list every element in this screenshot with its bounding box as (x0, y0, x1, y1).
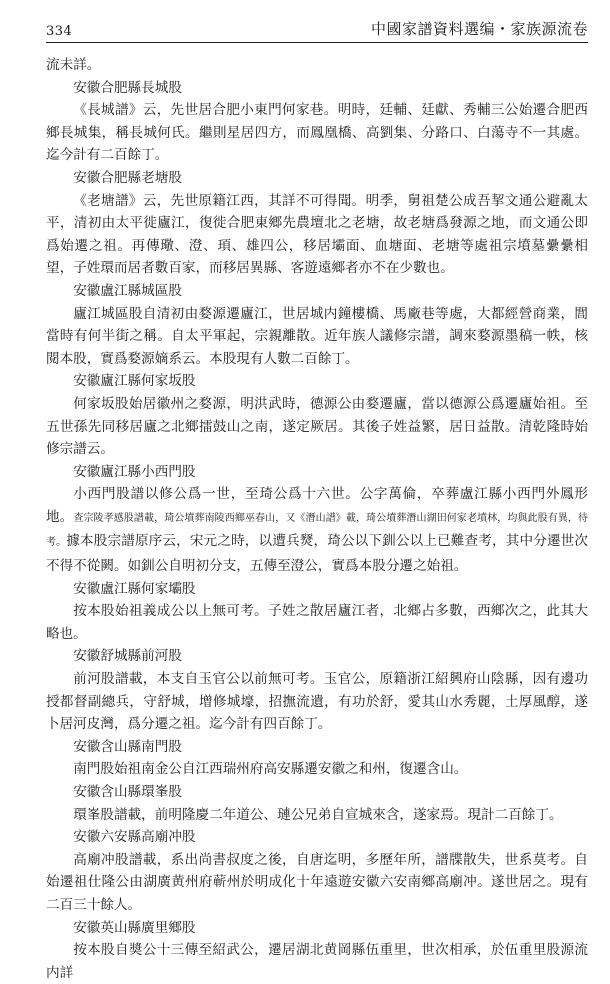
paragraph-text: 據本股宗譜原序云，宋元之時，以遭兵燹，琦公以下釧公以上已難查考，其中分遷世次不得不從闕。如釧公自明初分支，五傳至澄公，實爲本股分遷之始祖。 (46, 533, 588, 575)
paragraph: 環峯股譜載，前明隆慶二年道公、璉公兄弟自宣城來含，遂家焉。現計二百餘丁。 (73, 806, 563, 823)
section-heading: 安徽含山縣南門股 (73, 738, 182, 755)
running-title: 中國家譜資料選编・家族源流卷 (370, 20, 588, 38)
section-heading: 安徽盧江縣何家壩股 (73, 580, 196, 597)
section-heading: 安徽合肥縣長城股 (73, 79, 182, 96)
header-rule (46, 42, 588, 43)
page-number: 334 (46, 24, 73, 39)
section-heading: 安徽廬江縣小西門股 (73, 463, 196, 480)
paragraph: 何家坂股始居徽州之婺源，明洪武時，德源公由婺遷廬，當以德源公爲遷廬始祖。至五世孫先同移居廬之北鄉擂鼓山之南，遂定厥居。其後子姓益繁，居日益散。清乾隆時始修宗譜云。 (46, 395, 588, 458)
paragraph: 按本股自奬公十三傳至紹武公，遷居湖北黄岡縣伍重里，世次相承，於伍重里股源流内詳 (46, 942, 588, 981)
section-heading: 安徽含山縣環峯股 (73, 784, 182, 800)
paragraph: 《長城譜》云，先世居合肥小東門何家巷。明時，廷輔、廷獻、秀輔三公始遷合肥西鄉長城集，稱長城何氏。繼則星居四方，而鳳凰橋、高劉集、分路口、白蕩寺不一其處。迄今計有二百餘丁。 (46, 102, 588, 164)
paragraph: 高廟冲股譜載，系出尚書叔度之後，自唐迄明，多歷年所，譜牒散失，世系莫考。自始遷祖仕隆公由湖廣黄州府蕲州於明成化十年遠遊安徽六安南鄉高廟冲。遂世居之。現有二百三十餘人。 (46, 851, 588, 913)
section-heading: 安徽廬江縣何家坂股 (73, 373, 196, 390)
paragraph: 《老塘譜》云，先世原籍江西，其詳不可得聞。明季，舅祖楚公成吾挈文通公避亂太平，清初由太平徙廬江，復徙合肥東鄉先農壇北之老塘，故老塘爲發源之地，而文通公即爲始遷之祖。再傳璥、澄、頊、雄四公，移居壩面、血塘面、老塘等處祖宗墳墓纍纍相望，子姓環而居者數百家，而移居異縣、客遊遠鄉者亦不在少數也。 (46, 192, 588, 277)
paragraph: 廬江城區股自清初由婺源遷廬江，世居城内鐘樓橋、馬廠巷等處，大都經營商業，閭當時有何半街之稱。自太平軍起，宗親離散。近年族人議修宗譜，調來婺源墨稿一帙，核閱本股，實爲婺源嫡系云。本股現有人數二百餘丁。 (46, 305, 588, 367)
section-heading: 安徽六安縣高廟冲股 (73, 829, 196, 846)
continued-text: 流未詳。 (46, 57, 101, 73)
inline-note: 查宗陵孝感股譜載，琦公墳葬南陵西鄉巫春山，又《潛山譜》載，琦公墳葬潛山湖田何家老墳林，均與此股有異，待考。 (46, 512, 589, 549)
paragraph: 前河股譜載，本支自玉官公以前無可考。玉官公，原籍浙江紹興府山陰縣，因有邊功授都督副總兵，守舒城，增修城壕，招撫流遺，有功於舒，愛其山水秀麗，土厚風醇，遂卜居河皮灣，爲分遷之祖。迄今計有四百餘丁。 (46, 671, 588, 733)
page-header (46, 17, 588, 39)
document-body (46, 54, 588, 984)
section-heading: 安徽盧江縣城區股 (73, 282, 182, 299)
section-heading: 安徽舒城縣前河股 (73, 648, 182, 665)
paragraph-with-note (46, 483, 588, 577)
paragraph: 按本股始祖義成公以上無可考。子姓之散居廬江者，北鄉占多數，西鄉次之，此其大略也。 (46, 603, 588, 642)
paragraph-text: 小西門股譜以修公爲一世，至琦公爲十六世。公字萬倫，卒葬盧江縣小西門外鳳形地。 (46, 486, 588, 525)
section-heading: 安徽合肥縣老塘股 (73, 169, 182, 186)
section-heading: 安徽英山縣廣里鄉股 (73, 919, 196, 936)
paragraph: 南門股始祖南金公自江西瑞州府高安縣遷安徽之和州，復遷含山。 (73, 761, 468, 778)
